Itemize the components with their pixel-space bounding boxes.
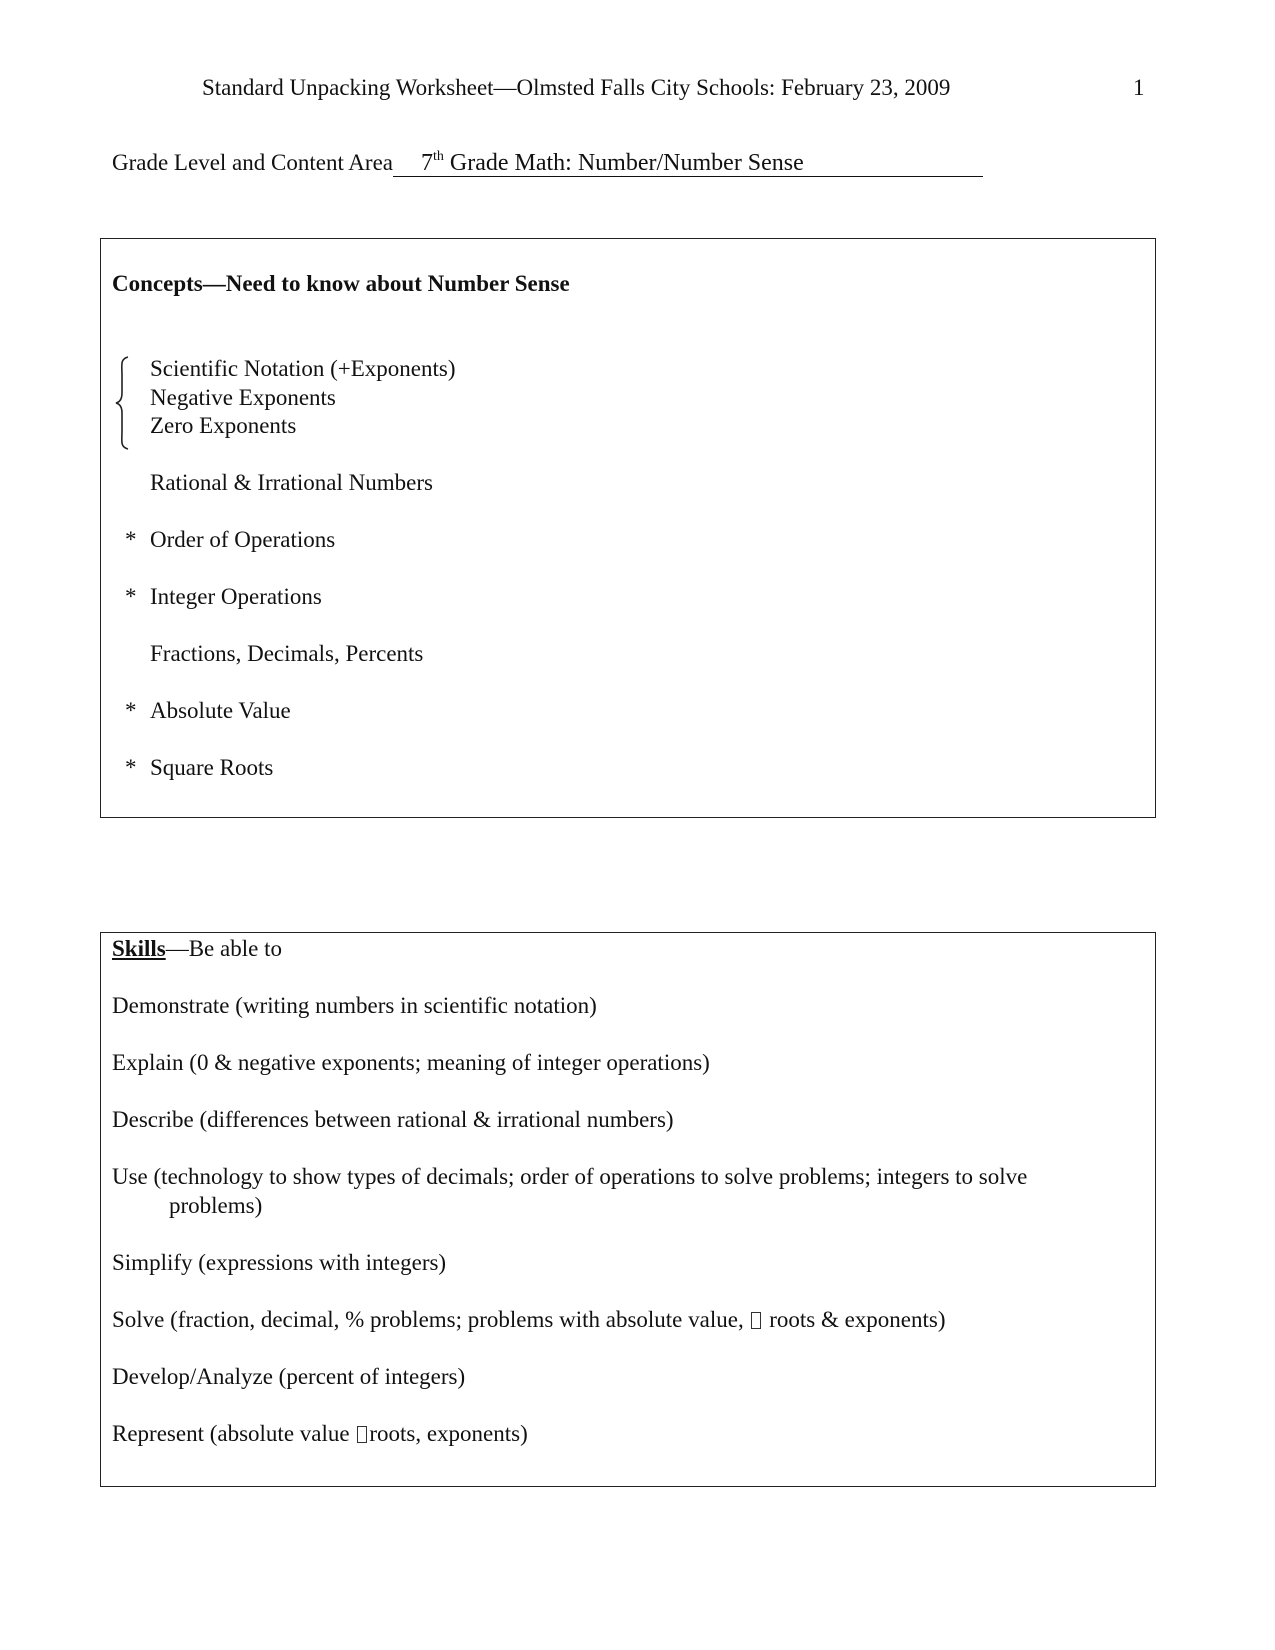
concept-rational-irrational: Rational & Irrational Numbers: [150, 470, 433, 495]
skill-develop-analyze: Develop/Analyze (percent of integers): [112, 1364, 466, 1389]
star-marker: *: [125, 755, 137, 780]
skill-solve-text: Solve (fraction, decimal, % problems; problems with absolute value,: [112, 1307, 744, 1332]
skill-solve-text-end: roots & exponents): [769, 1307, 946, 1332]
concept-integer-operations: Integer Operations: [150, 584, 322, 609]
skill-use: Use (technology to show types of decimals; order of operations to solve problems; integers to solve: [112, 1164, 1028, 1189]
skill-represent-text: Represent (absolute value: [112, 1421, 350, 1446]
concepts-heading: Concepts—Need to know about Number Sense: [112, 271, 570, 296]
skill-represent: [112, 1421, 528, 1447]
skills-heading: [112, 936, 282, 962]
star-marker: *: [125, 698, 137, 723]
grade-ordinal: th: [433, 149, 444, 164]
skill-solve: [112, 1307, 946, 1333]
skill-demonstrate: Demonstrate (writing numbers in scientific notation): [112, 993, 597, 1018]
concept-negative-exponents: Negative Exponents: [150, 385, 336, 410]
left-brace-icon: [114, 355, 134, 451]
star-marker: *: [125, 584, 137, 609]
concept-zero-exponents: Zero Exponents: [150, 413, 297, 438]
concept-fractions-decimals-percents: Fractions, Decimals, Percents: [150, 641, 424, 666]
grade-number: 7: [421, 150, 433, 176]
grade-level-label: Grade Level and Content Area: [112, 150, 393, 175]
page-number: 1: [1133, 75, 1145, 100]
concept-order-of-operations: Order of Operations: [150, 527, 336, 552]
skill-represent-text-end: roots, exponents): [369, 1421, 528, 1446]
skill-use-continued: problems): [169, 1193, 263, 1218]
skills-heading-rest: —Be able to: [165, 936, 282, 961]
skill-simplify: Simplify (expressions with integers): [112, 1250, 447, 1275]
missing-glyph-icon: [357, 1426, 367, 1443]
skills-heading-bold: Skills: [112, 936, 166, 961]
missing-glyph-icon: [751, 1312, 761, 1329]
concept-absolute-value: Absolute Value: [150, 698, 291, 723]
grade-level-value: [393, 150, 983, 177]
skill-describe: Describe (differences between rational & irrational numbers): [112, 1107, 674, 1132]
grade-level-row: [112, 150, 983, 177]
document-header-title: Standard Unpacking Worksheet—Olmsted Falls City Schools: February 23, 2009: [202, 75, 951, 100]
star-marker: *: [125, 527, 137, 552]
concept-square-roots: Square Roots: [150, 755, 274, 780]
grade-subject: Grade Math: Number/Number Sense: [443, 150, 804, 176]
skill-explain: Explain (0 & negative exponents; meaning of integer operations): [112, 1050, 710, 1075]
concept-scientific-notation: Scientific Notation (+Exponents): [150, 356, 456, 381]
